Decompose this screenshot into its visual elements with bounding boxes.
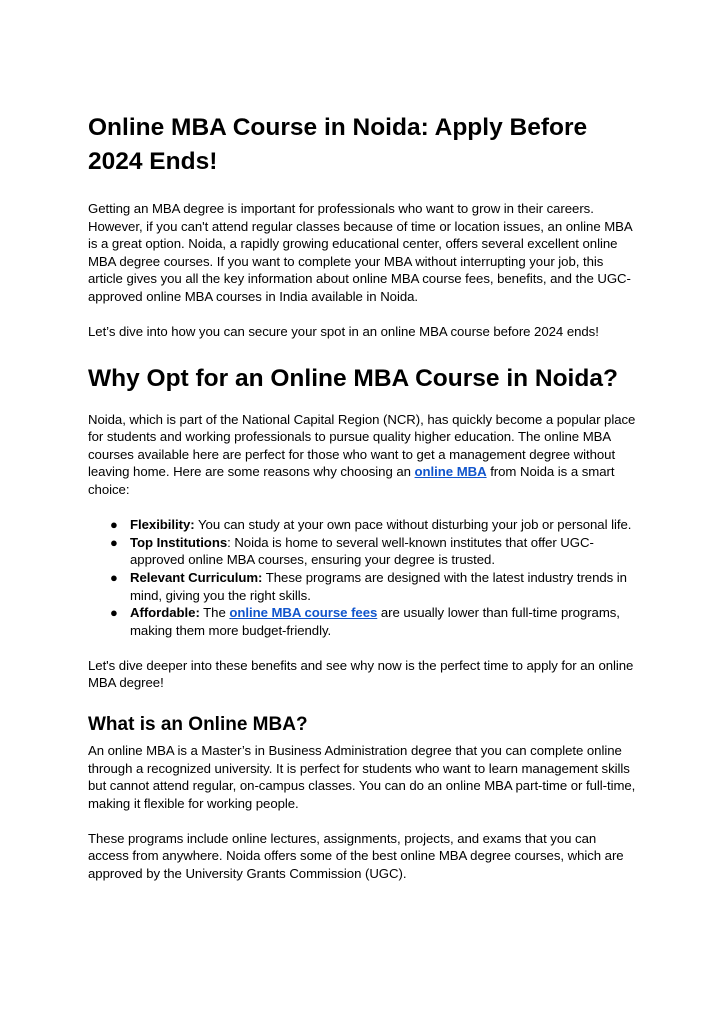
list-item-text: These programs are designed with the latest industry trends in mind, giving you the right skills. (130, 569, 627, 603)
list-item-text: are usually lower than full-time programs, making them more budget-friendly. (130, 605, 620, 638)
list-item-flexibility (110, 516, 640, 534)
bullet-icon: ● (110, 569, 118, 585)
list-item-top-institutions (110, 534, 640, 569)
list-item-term: Relevant Curriculum: (130, 569, 263, 585)
page-title: Online MBA Course in Noida: Apply Before 2024 Ends! (88, 114, 588, 175)
list-item-term: Affordable: (130, 605, 200, 621)
why-paragraph-2: Let's dive deeper into these benefits and see why now is the perfect time to apply for an online MBA degree! (88, 657, 634, 691)
what-heading: What is an Online MBA? (88, 713, 308, 735)
list-item-text: You can study at your own pace without disturbing your job or personal life. (194, 517, 632, 533)
benefits-list (88, 516, 640, 639)
intro-paragraph-1: Getting an MBA degree is important for professionals who want to grow in their careers. However, if you can't attend regular classes because of time or location issues, an online MBA is a great option. Noida, a rapidly growing educational center, offers several excellent online MBA degree courses. If you want to complete your MBA without interrupting your job, this article gives you all the key information about online MBA course fees, benefits, and the UGC-approved online MBA courses in India available in Noida. (88, 201, 632, 304)
list-item-text: : Noida is home to several well-known institutes that offer UGC-approved online MBA courses, ensuring your degree is trusted. (130, 534, 594, 568)
what-paragraph-2: These programs include online lectures, assignments, projects, and exams that you can access from anywhere. Noida offers some of the best online MBA degree courses, which are approved by the University Grants Commission (UGC). (88, 830, 624, 882)
list-item-text-before: The (199, 605, 230, 621)
online-mba-course-fees-link[interactable]: online MBA course fees (229, 605, 378, 621)
online-mba-link[interactable]: online MBA (414, 464, 487, 480)
why-paragraph-1-text-before: Noida, which is part of the National Capital Region (NCR), has quickly become a popular place for students and working professionals to pursue quality higher education. The online MBA courses available here are perfect for those who want to get a management degree without leaving home. Here are some reasons why choosing an (88, 411, 636, 480)
what-paragraph-1: An online MBA is a Master’s in Business Administration degree that you can complete online through a recognized university. It is perfect for students who want to learn management skills but cannot attend regular, on-campus classes. You can do an online MBA part-time or full-time, making it flexible for working people. (88, 742, 636, 811)
intro-paragraph-2: Let’s dive into how you can secure your spot in an online MBA course before 2024 ends! (88, 324, 599, 340)
list-item-term: Flexibility: (130, 517, 195, 533)
why-paragraph-1 (88, 411, 640, 499)
list-item-relevant-curriculum (110, 569, 640, 604)
bullet-icon: ● (110, 605, 118, 621)
bullet-icon: ● (110, 517, 118, 533)
bullet-icon: ● (110, 534, 118, 550)
list-item-affordable (110, 604, 640, 639)
why-heading: Why Opt for an Online MBA Course in Noida? (88, 364, 618, 392)
why-paragraph-1-text-after: from Noida is a smart choice: (88, 464, 615, 498)
list-item-term: Top Institutions (130, 534, 228, 550)
